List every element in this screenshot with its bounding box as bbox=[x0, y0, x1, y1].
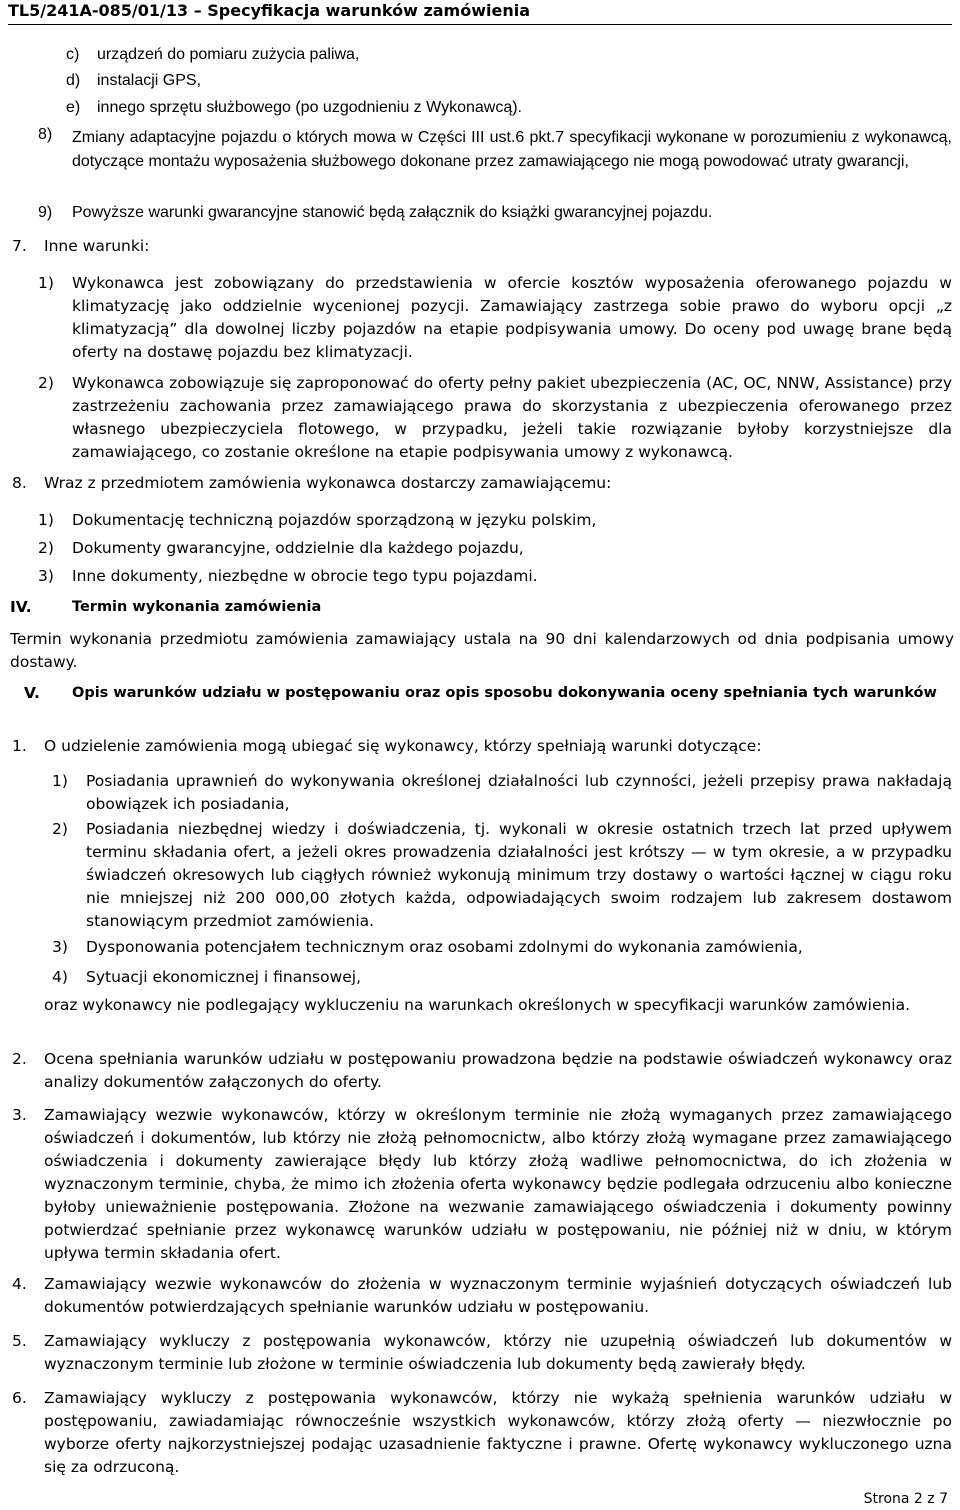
list-marker: 1) bbox=[52, 772, 68, 790]
paragraph: O udzielenie zamówienia mogą ubiegać się wykonawcy, którzy spełniają warunki dotyczące: bbox=[44, 737, 762, 755]
list-marker: e) bbox=[66, 99, 81, 116]
paragraph: Powyższe warunki gwarancyjne stanowić będą załącznik do książki gwarancyjnej pojazdu. bbox=[72, 204, 713, 221]
list-item: urządzeń do pomiaru zużycia paliwa, bbox=[97, 46, 360, 63]
list-item: Dysponowania potencjałem technicznym oraz osobami zdolnymi do wykonania zamówienia, bbox=[86, 938, 803, 956]
paragraph: Posiadania niezbędnej wiedzy i doświadczenia, tj. wykonali w okresie ostatnich trzech lat przed upływem terminu składania ofert, a jeżeli okres prowadzenia działalności jest krótszy — w tym okresie, a w przypadku świadczeń okresowych lub ciągłych również wykonują minimum trzy dostawy o wartości łącznej w ciągu roku nie mniejszej niż 200 000,00 złotych każda, odpowiadających swoim rodzajem lub zakresem dostawom stanowiącym przedmiot zamówienia. bbox=[86, 820, 952, 930]
paragraph: Zamawiający wezwie wykonawców, którzy w określonym terminie nie złożą wymaganych przez zamawiającego oświadczeń i dokumentów, lub którzy nie złożą pełnomocnictw, albo którzy złożą wymagane przez zamawiającego oświadczenia i dokumenty zawierające błędy lub którzy złożą wadliwe pełnomocnictwa, do ich złożenia w wyznaczonym terminie, chyba, że mimo ich złożenia oferta wykonawcy będzie podlegała odrzuceniu albo konieczne byłoby unieważnienie postępowania. Złożone na wezwanie zamawiającego oświadczenia i dokumenty powinny potwierdzać spełnianie przez wykonawcę warunków udziału w postępowaniu, nie później niż w dniu, w którym upływa termin składania ofert. bbox=[44, 1106, 952, 1262]
paragraph: Ocena spełniania warunków udziału w postępowaniu prowadzona będzie na podstawie oświadczeń wykonawcy oraz analizy dokumentów załączonych do oferty. bbox=[44, 1050, 952, 1091]
list-marker: 8) bbox=[38, 126, 53, 143]
point-number: 6. bbox=[12, 1389, 27, 1407]
section-heading: Opis warunków udziału w postępowaniu oraz opis sposobu dokonywania oceny spełniania tych warunków bbox=[72, 685, 937, 701]
list-marker: 2) bbox=[38, 539, 54, 557]
list-marker: 2) bbox=[52, 820, 68, 838]
point-number: 7. bbox=[12, 237, 27, 255]
list-item: Inne dokumenty, niezbędne w obrocie tego typu pojazdami. bbox=[72, 567, 538, 585]
section-heading: Termin wykonania zamówienia bbox=[72, 599, 322, 615]
point-number: 1. bbox=[12, 737, 27, 755]
section-number: V. bbox=[24, 684, 40, 702]
list-marker: 1) bbox=[38, 511, 54, 529]
list-marker: 3) bbox=[38, 567, 54, 585]
paragraph: Zamawiający wykluczy z postępowania wykonawców, którzy nie uzupełnią oświadczeń lub dokumentów w wyznaczonym terminie lub złożone w terminie oświadczenia lub dokumenty będą zawierały błędy. bbox=[44, 1332, 952, 1373]
point-number: 2. bbox=[12, 1050, 27, 1068]
paragraph: Zmiany adaptacyjne pojazdu o których mowa w Części III ust.6 pkt.7 specyfikacji wykonane w porozumieniu z wykonawcą, dotyczące montażu wyposażenia służbowego dokonane przez zamawiającego nie mogą powodować utraty gwarancji, bbox=[72, 129, 952, 170]
paragraph: Wykonawca zobowiązuje się zaproponować do oferty pełny pakiet ubezpieczenia (AC, OC, NNW, Assistance) przy zastrzeżeniu zachowania przez zamawiającego prawa do skorzystania z ubezpieczenia oferowanego przez własnego ubezpieczyciela flotowego, w przypadku, jeżeli takie rozwiązanie byłoby korzystniejsze dla zamawiającego, co zostanie określone na etapie podpisywania umowy z wykonawcą. bbox=[72, 374, 952, 461]
page-number: Strona 2 z 7 bbox=[863, 1491, 948, 1507]
paragraph: Posiadania uprawnień do wykonywania określonej działalności lub czynności, jeżeli przepisy prawa nakładają obowiązek ich posiadania, bbox=[86, 772, 952, 813]
point-title: Inne warunki: bbox=[44, 237, 150, 255]
list-marker: 4) bbox=[52, 968, 68, 986]
point-number: 3. bbox=[12, 1106, 27, 1124]
document-title: TL5/241A-085/01/13 – Specyfikacja warunków zamówienia bbox=[8, 1, 531, 20]
list-marker: 1) bbox=[38, 274, 54, 292]
list-marker: 9) bbox=[38, 204, 53, 221]
paragraph: Zamawiający wezwie wykonawców do złożenia w wyznaczonym terminie wyjaśnień dotyczących oświadczeń lub dokumentów potwierdzających spełnianie warunków udziału w postępowaniu. bbox=[44, 1275, 952, 1316]
point-number: 8. bbox=[12, 474, 27, 492]
list-item: innego sprzętu służbowego (po uzgodnieniu z Wykonawcą). bbox=[97, 99, 522, 116]
list-marker: d) bbox=[66, 72, 81, 89]
paragraph: oraz wykonawcy nie podlegający wykluczeniu na warunkach określonych w specyfikacji warunków zamówienia. bbox=[44, 996, 911, 1014]
list-item: instalacji GPS, bbox=[97, 72, 202, 89]
list-marker: c) bbox=[66, 46, 80, 63]
document-header bbox=[8, 0, 952, 25]
point-number: 4. bbox=[12, 1275, 27, 1293]
list-marker: 2) bbox=[38, 374, 54, 392]
list-item: Dokumentację techniczną pojazdów sporządzoną w języku polskim, bbox=[72, 511, 597, 529]
paragraph: Zamawiający wykluczy z postępowania wykonawców, którzy nie wykażą spełnienia warunków udziału w postępowaniu, zawiadamiając równocześnie wszystkich wykonawców, którzy złożą oferty — niezwłocznie po wyborze oferty najkorzystniejszej podając uzasadnienie faktyczne i prawne. Ofertę wykonawcy wykluczonego uzna się za odrzuconą. bbox=[44, 1389, 952, 1476]
list-item: Sytuacji ekonomicznej i finansowej, bbox=[86, 968, 362, 986]
list-item: Dokumenty gwarancyjne, oddzielnie dla każdego pojazdu, bbox=[72, 539, 524, 557]
point-number: 5. bbox=[12, 1332, 27, 1350]
section-number: IV. bbox=[10, 598, 32, 616]
list-marker: 3) bbox=[52, 938, 68, 956]
point-title: Wraz z przedmiotem zamówienia wykonawca dostarczy zamawiającemu: bbox=[44, 474, 612, 492]
paragraph: Wykonawca jest zobowiązany do przedstawienia w ofercie kosztów wyposażenia oferowanego pojazdu w klimatyzację jako oddzielnie wycenionej pozycji. Zamawiający zastrzega sobie prawo do wyboru opcji „z klimatyzacją” dla dowolnej liczby pojazdów na etapie podpisywania umowy. Do oceny pod uwagę brane będą oferty na dostawę pojazdu bez klimatyzacji. bbox=[72, 274, 952, 361]
paragraph: Termin wykonania przedmiotu zamówienia zamawiający ustala na 90 dni kalendarzowych od dnia podpisania umowy dostawy. bbox=[10, 630, 954, 671]
